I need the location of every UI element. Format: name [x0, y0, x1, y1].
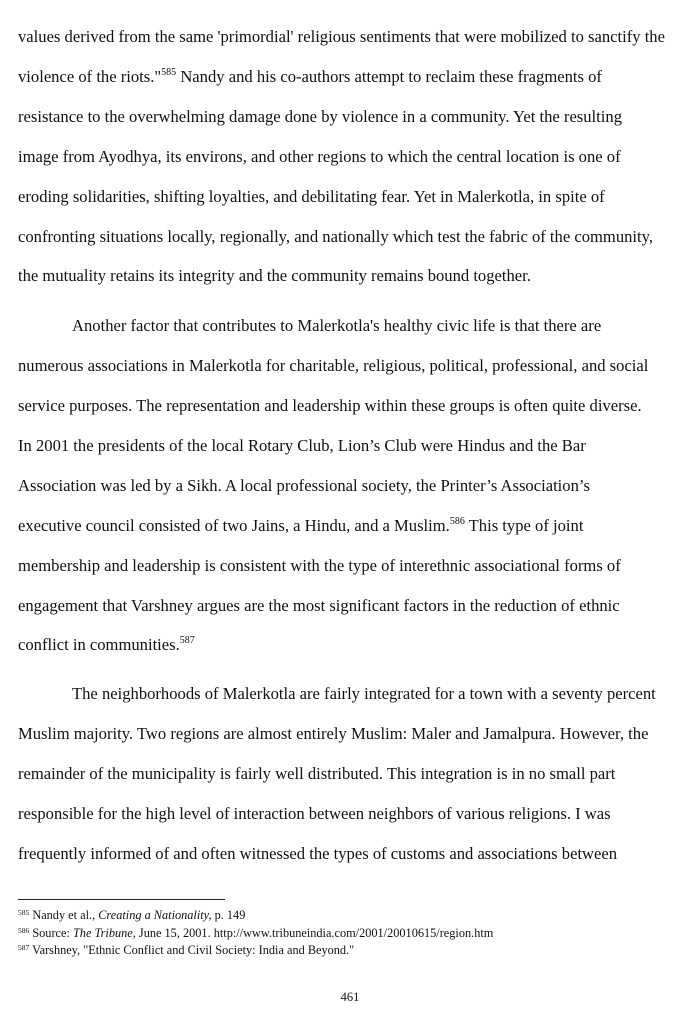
body-line	[18, 476, 590, 496]
page-number: 461	[340, 990, 360, 1004]
text-segment: the mutuality retains its integrity and the community remains bound together.	[18, 266, 531, 285]
body-line	[18, 764, 615, 784]
footnote-marker: 586	[18, 926, 30, 935]
body-line	[18, 724, 648, 744]
text-segment: violence of the riots."	[18, 67, 162, 86]
footnote-marker: 587	[179, 635, 195, 646]
body-line	[18, 147, 621, 167]
body-line	[18, 107, 622, 127]
text-segment: resistance to the overwhelming damage done by violence in a community. Yet the resulting	[18, 107, 622, 126]
text-segment: engagement that Varshney argues are the most significant factors in the reduction of ethnic	[18, 596, 620, 615]
text-segment: numerous associations in Malerkotla for charitable, religious, political, professional, and social	[18, 356, 649, 375]
text-segment: The neighborhoods of Malerkotla are fairly integrated for a town with a seventy percent	[72, 684, 656, 703]
body-line	[18, 396, 642, 416]
text-segment: remainder of the municipality is fairly well distributed. This integration is in no small part	[18, 764, 616, 783]
italic-title: Creating a Nationality,	[98, 908, 212, 922]
text-segment: eroding solidarities, shifting loyalties, and debilitating fear. Yet in Malerkotla, in spite of	[18, 187, 605, 206]
text-segment: Nandy et al.,	[29, 908, 99, 922]
body-line	[18, 266, 531, 286]
body-line	[18, 635, 195, 655]
text-segment: membership and leadership is consistent with the type of interethnic associational forms of	[18, 556, 621, 575]
text-segment: Another factor that contributes to Malerkotla's healthy civic life is that there are	[72, 316, 602, 335]
body-line	[18, 67, 602, 87]
footnote-585	[18, 908, 245, 923]
body-line	[18, 27, 665, 47]
text-segment: frequently informed of and often witnessed the types of customs and associations between	[18, 844, 618, 863]
body-line	[18, 844, 617, 864]
body-line	[18, 596, 620, 616]
text-segment: confronting situations locally, regionally, and nationally which test the fabric of the community,	[18, 227, 654, 246]
body-line	[18, 436, 586, 456]
text-segment: Source:	[29, 926, 73, 940]
body-line	[72, 684, 656, 704]
text-segment: Muslim majority. Two regions are almost entirely Muslim: Maler and Jamalpura. However, the	[18, 724, 649, 743]
footnote-587	[18, 943, 354, 958]
text-segment: This type of joint	[464, 516, 584, 535]
text-segment: Association was led by a Sikh. A local professional society, the Printer’s Association’s	[18, 476, 590, 495]
text-segment: image from Ayodhya, its environs, and other regions to which the central location is one of	[18, 147, 621, 166]
text-segment: Nandy and his co-authors attempt to reclaim these fragments of	[176, 67, 602, 86]
text-segment: In 2001 the presidents of the local Rotary Club, Lion’s Club were Hindus and the Bar	[18, 436, 586, 455]
text-segment: p. 149	[211, 908, 246, 922]
text-segment: conflict in communities.	[18, 635, 180, 654]
text-segment: Varshney, "Ethnic Conflict and Civil Society: India and Beyond."	[29, 943, 355, 957]
body-line	[18, 187, 605, 207]
body-line	[18, 227, 653, 247]
text-segment: executive council consisted of two Jains, a Hindu, and a Muslim.	[18, 516, 450, 535]
footnote-marker: 585	[161, 67, 177, 78]
body-line	[18, 356, 648, 376]
footnote-586	[18, 926, 493, 941]
footnote-marker: 585	[18, 908, 30, 917]
footnote-marker: 586	[449, 516, 465, 527]
italic-title: The Tribune	[72, 926, 133, 940]
body-line	[72, 316, 601, 336]
text-segment: , June 15, 2001. http://www.tribuneindia.com/2001/20010615/region.htm	[132, 926, 494, 940]
text-segment: service purposes. The representation and leadership within these groups is often quite diverse.	[18, 396, 642, 415]
footnote-marker: 587	[18, 943, 30, 952]
text-segment: values derived from the same 'primordial' religious sentiments that were mobilized to sanctify the	[18, 27, 665, 46]
body-line	[18, 556, 621, 576]
body-line	[18, 516, 583, 536]
body-line	[18, 804, 611, 824]
footnote-divider	[18, 899, 225, 900]
text-segment: responsible for the high level of interaction between neighbors of various religions. I was	[18, 804, 611, 823]
